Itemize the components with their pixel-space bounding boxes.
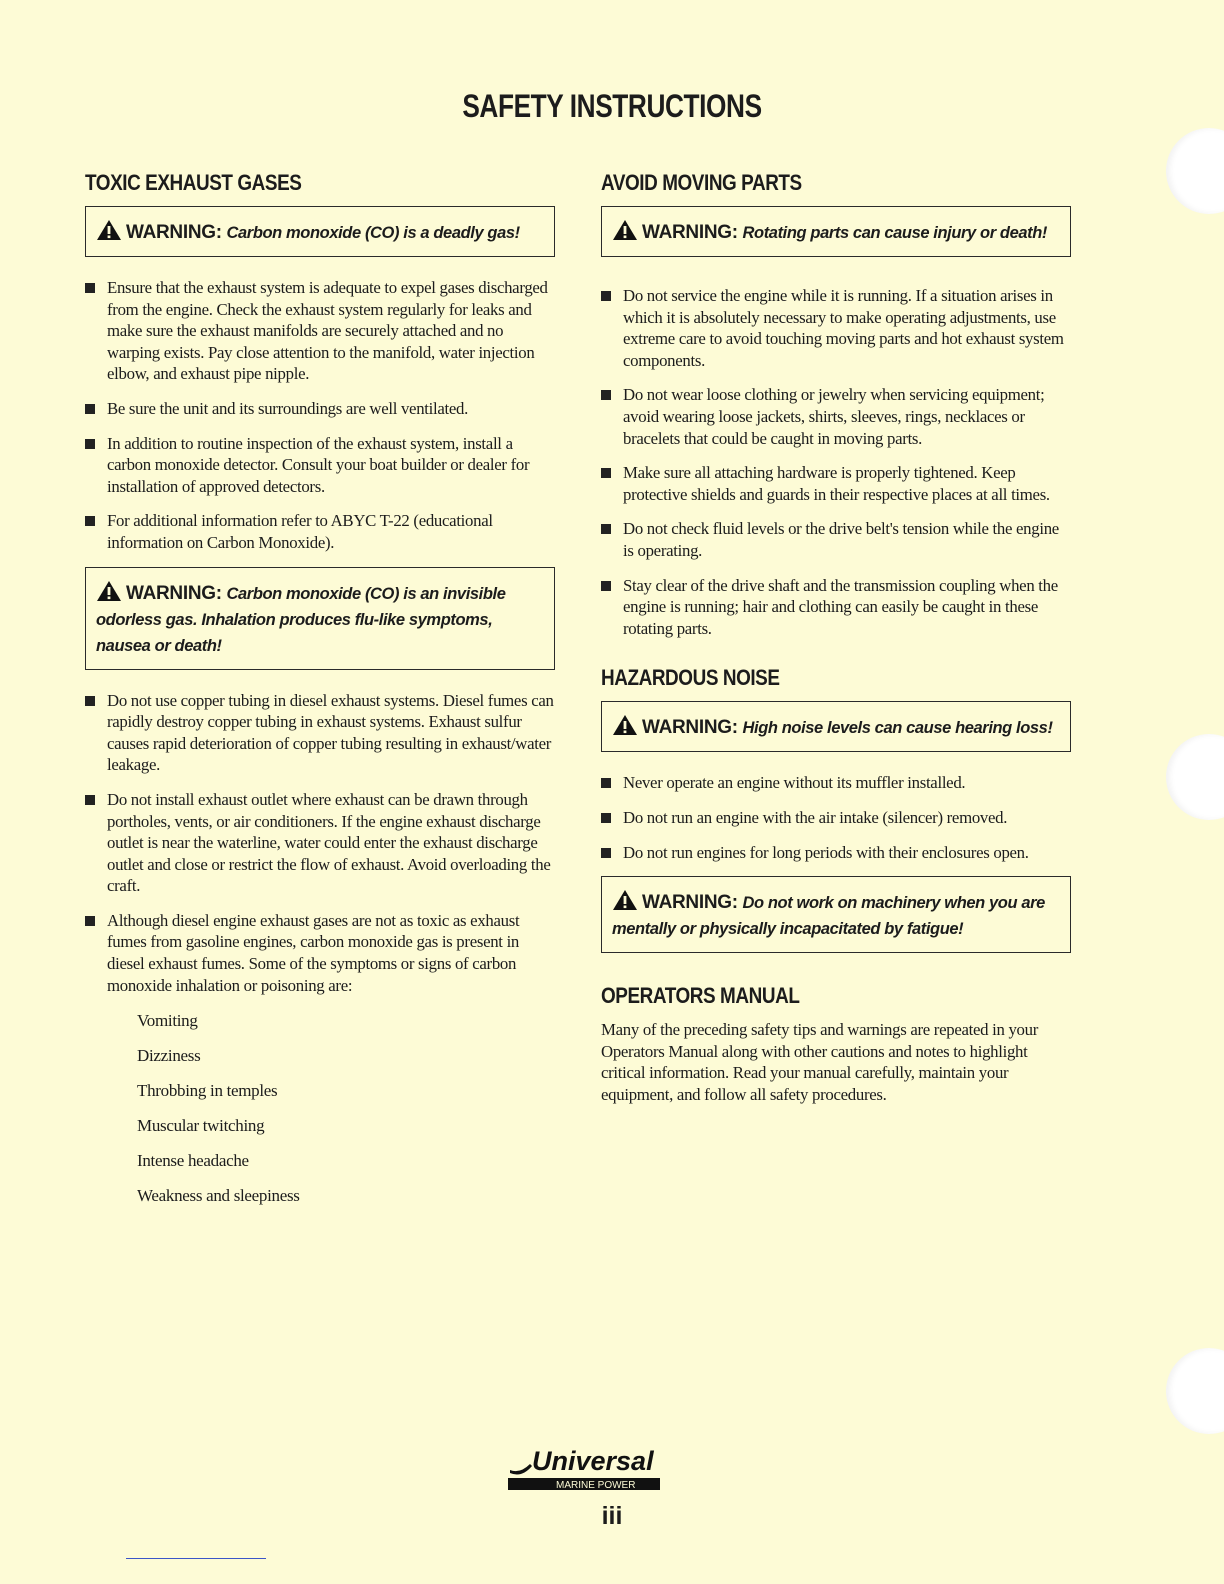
symptom-item: Throbbing in temples — [137, 1081, 278, 1101]
warning-text: Carbon monoxide (CO) is an invisible odorless gas. Inhalation produces flu-like symptoms, nausea or death! — [96, 584, 506, 655]
list-item: Never operate an engine without its muffler installed. — [601, 772, 1071, 794]
bullet-list-exhaust-2 — [85, 690, 555, 997]
page-number: iii — [601, 1502, 623, 1530]
warning-text: Rotating parts can cause injury or death! — [742, 224, 1047, 242]
warning-box-fatigue — [601, 876, 1071, 953]
symptom-item: Dizziness — [137, 1046, 201, 1066]
list-item: Do not check fluid levels or the drive belt's tension while the engine is operating. — [601, 518, 1071, 561]
bullet-list-noise — [601, 772, 1071, 863]
list-item: Make sure all attaching hardware is properly tightened. Keep protective shields and guards in their respective places at all times. — [601, 462, 1071, 505]
warning-triangle-icon — [96, 219, 122, 241]
bullet-list-moving-parts — [601, 285, 1071, 639]
list-item: Do not run engines for long periods with their enclosures open. — [601, 842, 1071, 864]
list-item: Be sure the unit and its surroundings are well ventilated. — [85, 398, 555, 420]
symptom-item: Muscular twitching — [137, 1116, 265, 1136]
warning-box-co-deadly — [85, 206, 555, 257]
symptom-list — [85, 1010, 555, 1207]
section-heading-hazardous-noise: HAZARDOUS NOISE — [601, 665, 780, 691]
list-item: Do not wear loose clothing or jewelry when servicing equipment; avoid wearing loose jackets, shirts, sleeves, rings, necklaces or bracelets that could be caught in moving parts. — [601, 384, 1071, 449]
list-item: Do not service the engine while it is running. If a situation arises in which it is absolutely necessary to make operating adjustments, use extreme care to avoid touching moving parts and hot exhaust system components. — [601, 285, 1071, 371]
list-item: Do not use copper tubing in diesel exhaust systems. Diesel fumes can rapidly destroy copper tubing in exhaust systems. Exhaust sulfur causes rapid deterioration of copper tubing resulting in exhaust/water leakage. — [85, 690, 555, 776]
warning-text: Carbon monoxide (CO) is a deadly gas! — [226, 224, 520, 242]
list-item: Do not run an engine with the air intake (silencer) removed. — [601, 807, 1071, 829]
warning-triangle-icon — [96, 580, 122, 602]
binder-hole-bottom — [1166, 1348, 1224, 1434]
warning-text: High noise levels can cause hearing loss! — [742, 719, 1053, 738]
list-item: For additional information refer to ABYC T-22 (educational information on Carbon Monoxide). — [85, 510, 555, 553]
warning-box-rotating-parts — [601, 206, 1071, 257]
section-heading-toxic-exhaust: TOXIC EXHAUST GASES — [85, 170, 302, 195]
warning-label: WARNING: — [126, 582, 222, 604]
warning-triangle-icon — [612, 714, 638, 736]
warning-triangle-icon — [612, 889, 638, 911]
warning-triangle-icon — [612, 219, 638, 241]
warning-label: WARNING: — [642, 222, 738, 243]
footer-divider — [126, 1558, 266, 1559]
section-heading-moving-parts: AVOID MOVING PARTS — [601, 170, 802, 195]
warning-label: WARNING: — [642, 717, 738, 739]
right-column — [601, 170, 1071, 1105]
universal-logo — [508, 1444, 660, 1492]
list-item: Although diesel engine exhaust gases are not as toxic as exhaust fumes from gasoline engines, carbon monoxide gas is present in diesel exhaust fumes. Some of the symptoms or signs of carbon monoxide inhalation or poisoning are: — [85, 910, 555, 996]
bullet-list-exhaust-1 — [85, 277, 555, 554]
warning-label: WARNING: — [126, 222, 222, 243]
list-item: Stay clear of the drive shaft and the transmission coupling when the engine is running; hair and clothing can easily be caught in these rotating parts. — [601, 575, 1071, 640]
warning-box-noise — [601, 701, 1071, 752]
warning-box-co-invisible — [85, 567, 555, 670]
warning-text: Do not work on machinery when you are mentally or physically incapacitated by fatigue! — [612, 894, 1045, 939]
list-item: Do not install exhaust outlet where exhaust can be drawn through portholes, vents, or air conditioners. If the engine exhaust discharge outlet is near the waterline, water could enter the exhaust discharge outlet and close or restrict the flow of exhaust. Avoid overloading the craft. — [85, 789, 555, 897]
symptom-item: Weakness and sleepiness — [137, 1186, 300, 1206]
logo-tagline: MARINE POWER — [556, 1480, 636, 1491]
list-item: Ensure that the exhaust system is adequate to expel gases discharged from the engine. Check the exhaust system regularly for leaks and make sure the exhaust manifolds are securely attached and no warping exists. Pay close attention to the manifold, water injection elbow, and exhaust pipe nipple. — [85, 277, 555, 385]
binder-hole-middle — [1166, 734, 1224, 820]
list-item: In addition to routine inspection of the exhaust system, install a carbon monoxide detector. Consult your boat builder or dealer for installation of approved detectors. — [85, 433, 555, 498]
operators-manual-text: Many of the preceding safety tips and warnings are repeated in your Operators Manual along with other cautions and notes to highlight critical information. Read your manual carefully, maintain your equipment, and follow all safety procedures. — [601, 1020, 1039, 1104]
binder-hole-top — [1166, 128, 1224, 214]
symptom-item: Intense headache — [137, 1151, 249, 1171]
warning-label: WARNING: — [642, 892, 738, 914]
page-title: SAFETY INSTRUCTIONS — [462, 88, 762, 124]
section-heading-operators-manual: OPERATORS MANUAL — [601, 983, 800, 1009]
logo-brand: Universal — [532, 1446, 654, 1476]
left-column — [85, 170, 555, 1220]
symptom-item: Vomiting — [137, 1011, 198, 1031]
